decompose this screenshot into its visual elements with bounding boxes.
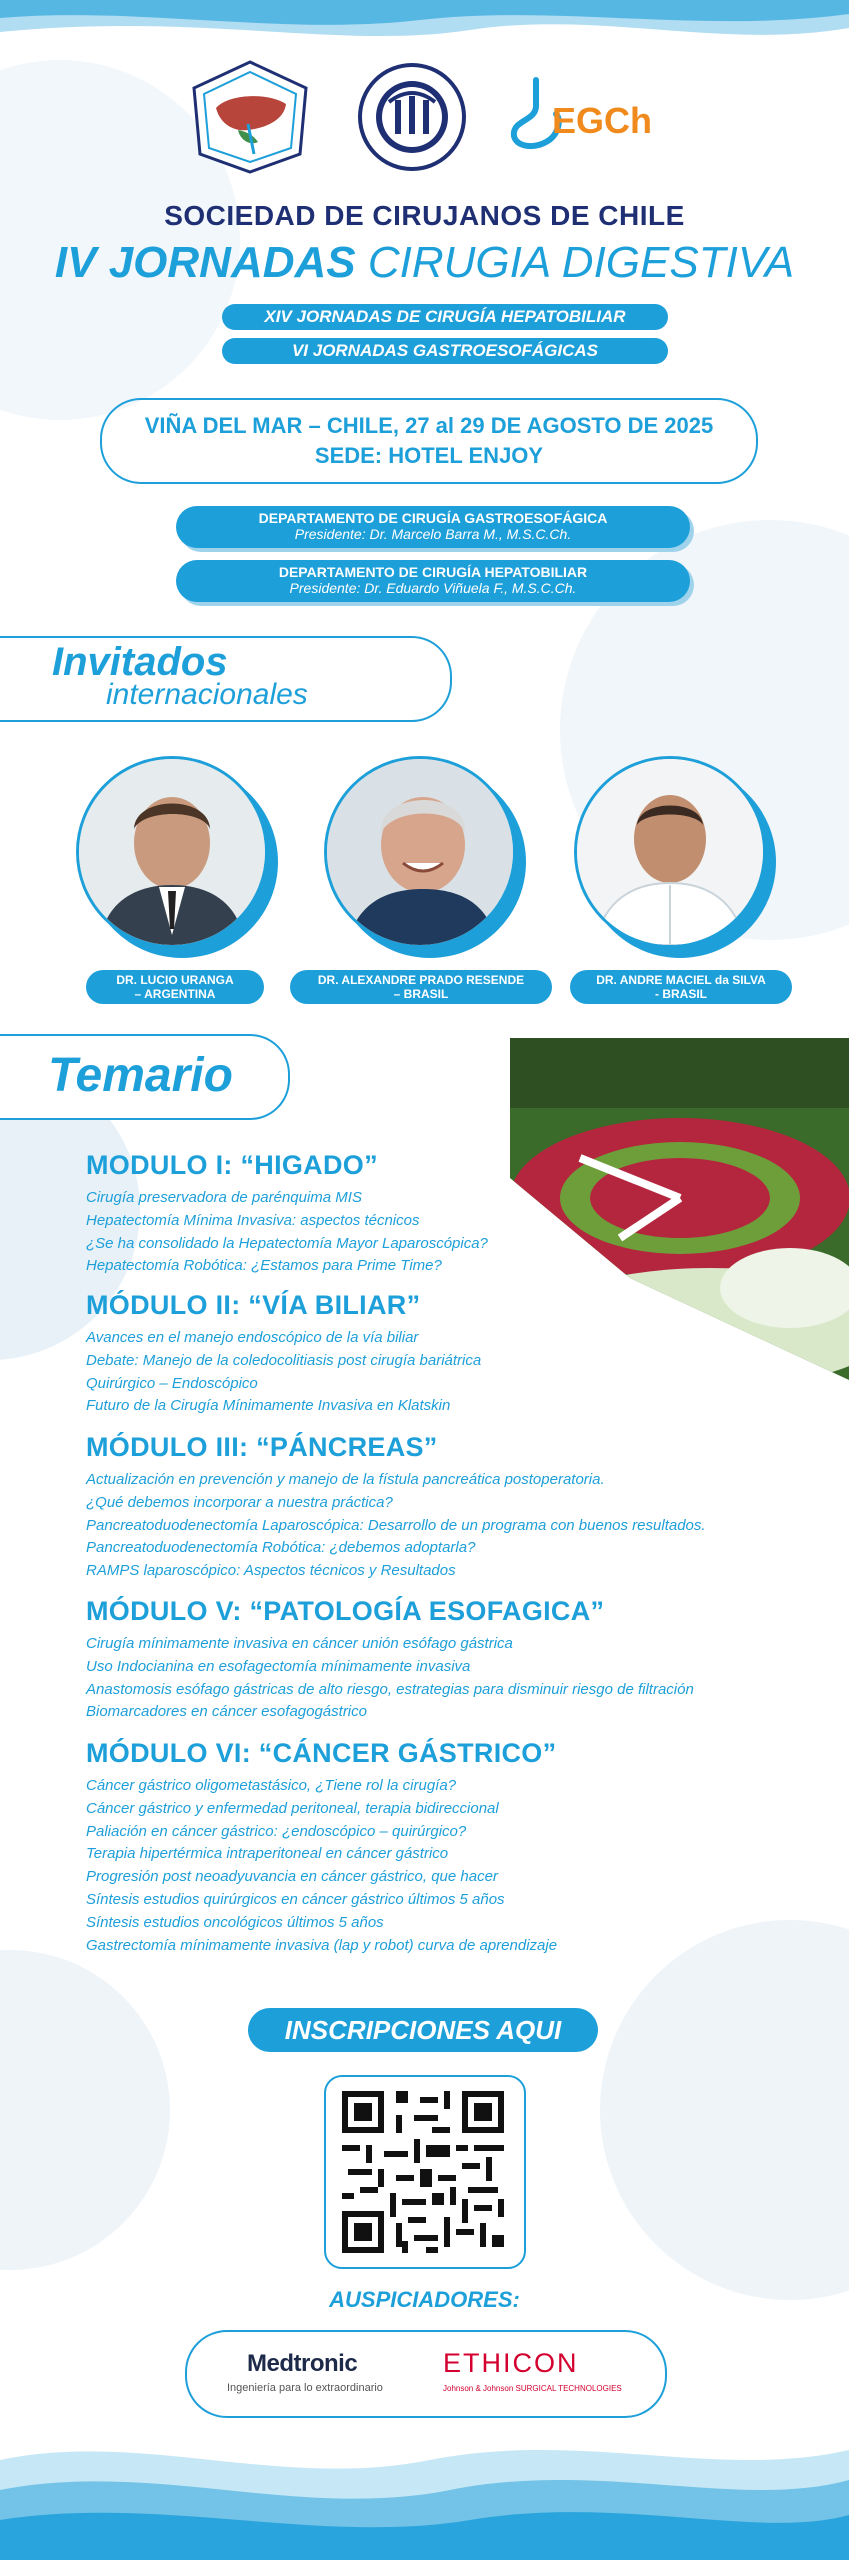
temario-title: Temario: [48, 1049, 233, 1102]
module-title: MÓDULO V: “PATOLOGÍA ESOFAGICA”: [86, 1596, 605, 1626]
department-president: Presidente: Dr. Eduardo Viñuela F., M.S.C.Ch.: [289, 580, 577, 596]
module-item: Futuro de la Cirugía Mínimamente Invasiva en Klatskin: [86, 1397, 451, 1415]
speaker-name-line: DR. LUCIO URANGA: [116, 973, 234, 987]
guests-heading: [0, 636, 452, 722]
module-item: Gastrectomía mínimamente invasiva (lap y robot) curva de aprendizaje: [86, 1936, 558, 1954]
registration-button[interactable]: INSCRIPCIONES AQUI: [248, 2008, 598, 2052]
module-item: Paliación en cáncer gástrico: ¿endoscópico – quirúrgico?: [86, 1822, 467, 1840]
module-title: MÓDULO VI: “CÁNCER GÁSTRICO”: [86, 1738, 557, 1768]
module-item: Terapia hipertérmica intraperitoneal en cáncer gástrico: [86, 1845, 449, 1863]
top-wave: [0, 0, 849, 70]
guests-subtitle: internacionales: [106, 678, 308, 711]
event-title-bold: IV JORNADAS: [54, 238, 356, 287]
module-item: Síntesis estudios oncológicos últimos 5 años: [86, 1913, 384, 1931]
person-icon: [79, 759, 265, 945]
venue-dates: VIÑA DEL MAR – CHILE, 27 al 29 DE AGOSTO DE 2025: [144, 413, 714, 438]
bg-circle: [0, 1950, 170, 2270]
speaker-name-maciel: [570, 970, 792, 1004]
egch-logo-text: EGCh: [552, 100, 653, 141]
venue-location: SEDE: HOTEL ENJOY: [314, 443, 544, 468]
sponsors-title: AUSPICIADORES:: [329, 2287, 520, 2312]
person-icon: [327, 759, 513, 945]
speaker-name-resende: [290, 970, 552, 1004]
module-title: MÓDULO II: “VÍA BILIAR”: [86, 1290, 421, 1320]
qr-code[interactable]: [324, 2075, 526, 2269]
module-via-biliar: [86, 1290, 786, 1418]
module-item: ¿Qué debemos incorporar a nuestra práctica?: [86, 1493, 393, 1511]
module-item: RAMPS laparoscópico: Aspectos técnicos y Resultados: [86, 1562, 456, 1580]
department-president: Presidente: Dr. Marcelo Barra M., M.S.C.Ch.: [294, 526, 572, 542]
module-item: Quirúrgico – Endoscópico: [86, 1374, 258, 1392]
temario-heading: [0, 1034, 290, 1120]
department-hepatobiliar: [176, 560, 690, 602]
subtitle-gastroesofagicas: VI JORNADAS GASTROESOFÁGICAS: [222, 338, 668, 364]
module-item: Hepatectomía Robótica: ¿Estamos para Prime Time?: [86, 1257, 442, 1275]
speaker-photo-resende: [324, 756, 516, 948]
speaker-name-line: DR. ANDRE MACIEL da SILVA: [596, 973, 766, 987]
ethicon-logo: ETHICON: [443, 2348, 579, 2378]
module-item: Debate: Manejo de la coledocolitiasis post cirugía bariátrica: [86, 1351, 482, 1369]
module-item: Cirugía mínimamente invasiva en cáncer unión esófago gástrica: [86, 1635, 513, 1652]
module-item: ¿Se ha consolidado la Hepatectomía Mayor Laparoscópica?: [86, 1234, 488, 1252]
speaker-name-line: DR. ALEXANDRE PRADO RESENDE: [317, 973, 525, 987]
speaker-photo-maciel: [574, 756, 766, 948]
department-title: DEPARTAMENTO DE CIRUGÍA HEPATOBILIAR: [278, 564, 588, 580]
ethicon-tagline: Johnson & Johnson SURGICAL TECHNOLOGIES: [443, 2384, 622, 2393]
bottom-wave: [0, 2380, 849, 2560]
module-item: Cirugía preservadora de parénquima MIS: [86, 1189, 362, 1206]
module-cancer-gastrico: [86, 1738, 786, 1957]
module-item: Síntesis estudios quirúrgicos en cáncer gástrico últimos 5 años: [86, 1890, 505, 1908]
module-item: Uso Indocianina en esofagectomía mínimamente invasiva: [86, 1657, 471, 1675]
module-item: Avances en el manejo endoscópico de la vía biliar: [86, 1329, 419, 1346]
module-item: Anastomosis esófago gástricas de alto riesgo, estrategias para disminuir riesgo de filtración: [86, 1680, 694, 1698]
society-seal-icon: [357, 62, 467, 172]
event-title-light: CIRUGIA DIGESTIVA: [367, 238, 795, 287]
society-name: SOCIEDAD DE CIRUJANOS DE CHILE: [164, 200, 685, 231]
module-item: Hepatectomía Mínima Invasiva: aspectos técnicos: [86, 1211, 420, 1229]
module-item: Pancreatoduodenectomía Robótica: ¿debemos adoptarla?: [86, 1539, 476, 1557]
venue-box: [100, 398, 758, 484]
subtitle-hepatobiliar: XIV JORNADAS DE CIRUGÍA HEPATOBILIAR: [222, 304, 668, 330]
speaker-country: – ARGENTINA: [134, 987, 216, 1001]
department-title: DEPARTAMENTO DE CIRUGÍA GASTROESOFÁGICA: [258, 510, 608, 526]
module-title: MODULO I: “HIGADO”: [86, 1150, 378, 1180]
module-item: Cáncer gástrico y enfermedad peritoneal, terapia bidireccional: [86, 1799, 499, 1817]
module-item: Actualización en prevención y manejo de la fístula pancreática postoperatoria.: [86, 1471, 605, 1488]
module-item: Biomarcadores en cáncer esofagogástrico: [86, 1703, 367, 1721]
bg-circle: [600, 1920, 849, 2300]
guests-title: Invitados: [52, 640, 228, 684]
module-item: Cáncer gástrico oligometastásico, ¿Tiene rol la cirugía?: [86, 1777, 457, 1794]
person-icon: [577, 759, 763, 945]
speaker-country: - BRASIL: [655, 987, 707, 1001]
speaker-country: – BRASIL: [393, 987, 449, 1001]
module-patologia-esofagica: [86, 1596, 786, 1724]
module-item: Progresión post neoadyuvancia en cáncer gástrico, que hacer: [86, 1868, 498, 1886]
medtronic-tagline: Ingeniería para lo extraordinario: [227, 2382, 383, 2394]
qr-code-icon: [326, 2077, 524, 2267]
module-item: Pancreatoduodenectomía Laparoscópica: Desarrollo de un programa con buenos resultados.: [86, 1516, 706, 1534]
module-title: MÓDULO III: “PÁNCREAS”: [86, 1432, 438, 1462]
egch-logo: [506, 76, 676, 156]
hepatobiliary-logo-icon: [188, 58, 312, 174]
medtronic-logo: Medtronic: [247, 2350, 358, 2377]
event-title: [0, 238, 849, 288]
speaker-photo-uranga: [76, 756, 268, 948]
speaker-name-uranga: [86, 970, 264, 1004]
module-higado: [86, 1150, 786, 1278]
module-pancreas: [86, 1432, 786, 1583]
department-gastroesofagica: [176, 506, 690, 548]
